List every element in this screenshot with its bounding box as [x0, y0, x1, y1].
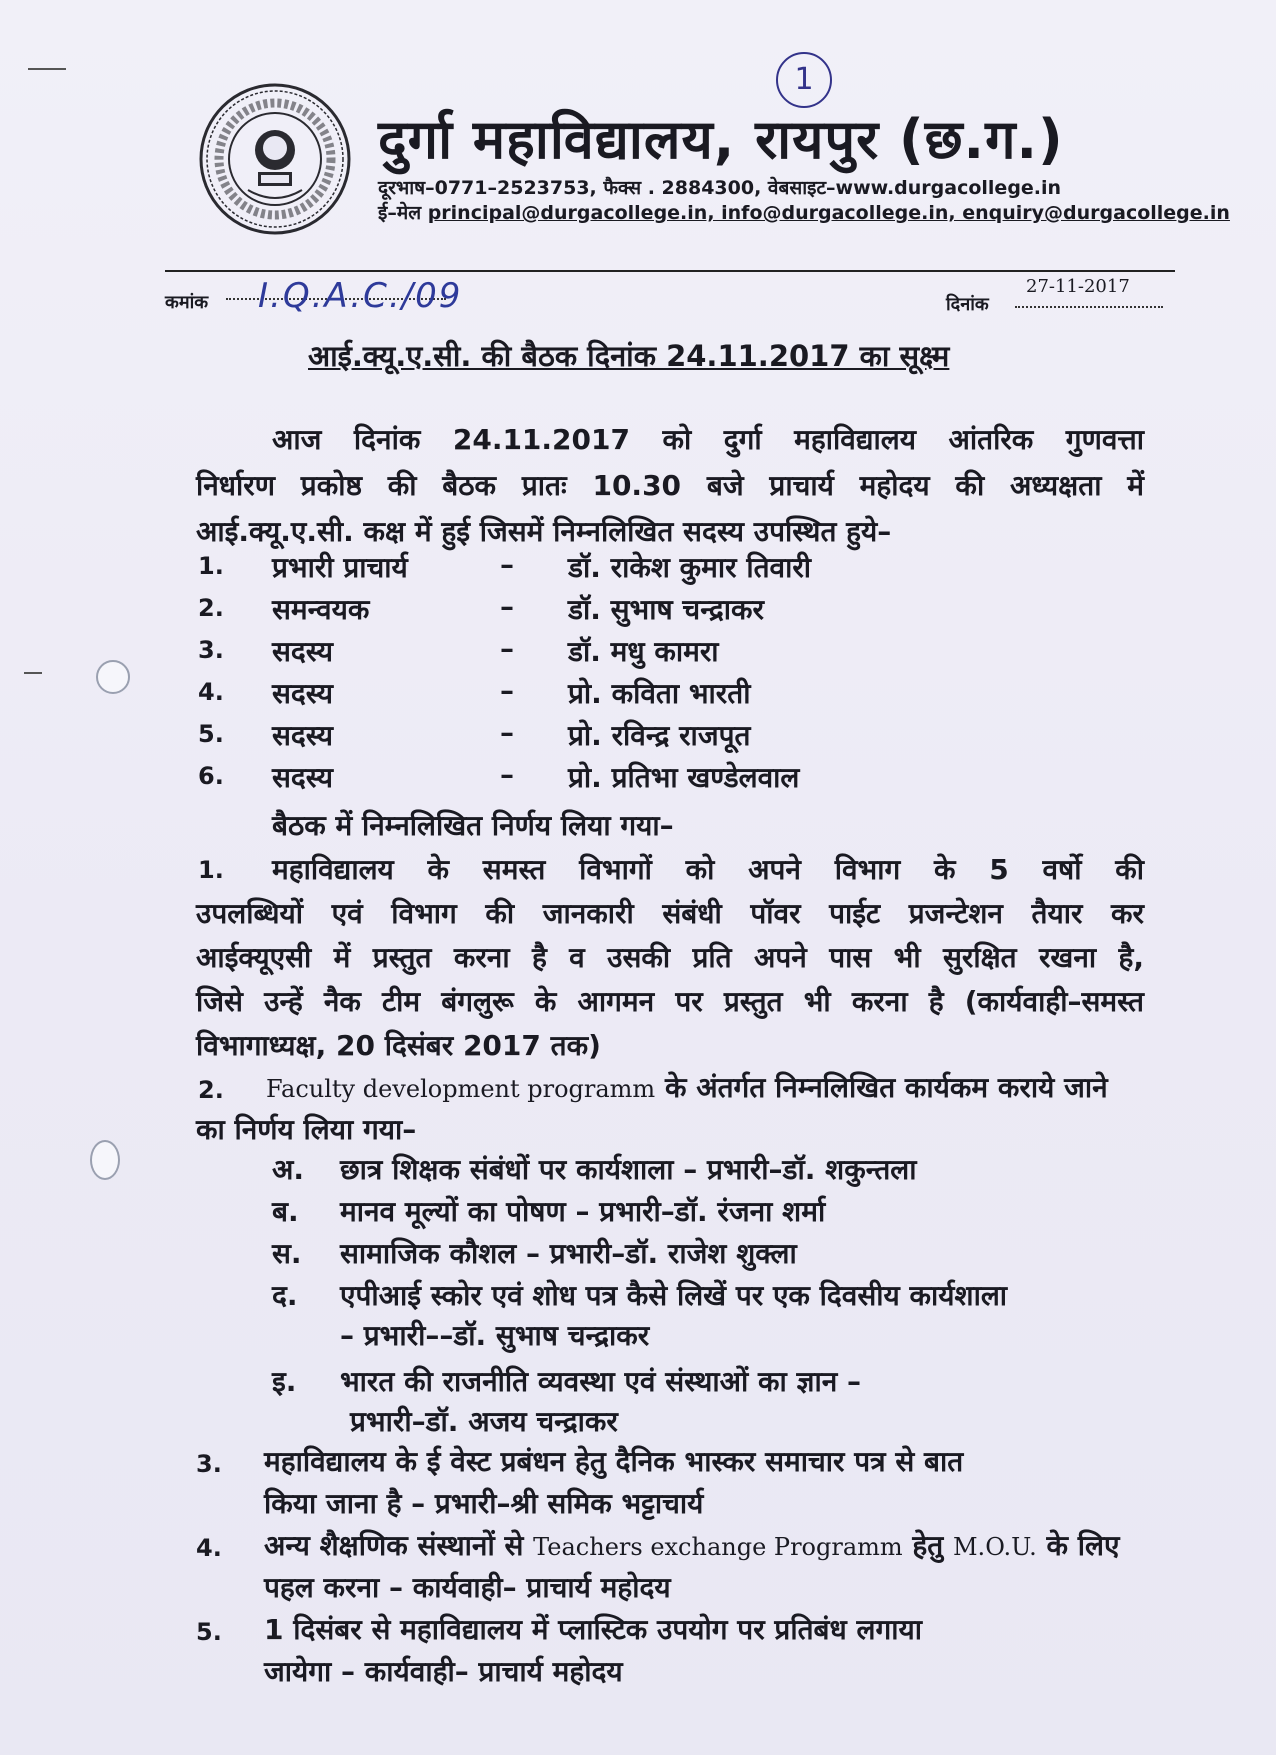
- subitem-label: स.: [272, 1237, 302, 1270]
- college-name: दुर्गा महाविद्यालय, रायपुर (छ.ग.): [378, 108, 1064, 171]
- decision-number: 5.: [196, 1618, 222, 1646]
- decision-2-line-1: [266, 1068, 1108, 1106]
- member-dash: –: [500, 716, 514, 749]
- decision-1-line-5: विभागाध्यक्ष, 20 दिसंबर 2017 तक): [196, 1029, 601, 1062]
- member-name: डॉ. मधु कामरा: [568, 635, 719, 668]
- scan-mark-hole-left: [24, 672, 42, 674]
- decision-number: 2.: [198, 1076, 224, 1104]
- subitem-text: छात्र शिक्षक संबंधों पर कार्यशाला – प्रभारी–डॉ. शकुन्तला: [340, 1153, 917, 1186]
- subitem-text: मानव मूल्यों का पोषण – प्रभारी–डॉ. रंजना शर्मा: [340, 1195, 826, 1228]
- decision-4-mid: हेतु: [912, 1529, 944, 1562]
- member-dash: –: [500, 674, 514, 707]
- decision-1-line-3: आईक्यूएसी में प्रस्तुत करना है व उसकी प्रति अपने पास भी सुरक्षित रखना है,: [196, 941, 1144, 974]
- member-name: डॉ. राकेश कुमार तिवारी: [568, 551, 812, 584]
- decision-1-line-1: महाविद्यालय के समस्त विभागों को अपने विभाग के 5 वर्षो की: [272, 853, 1144, 886]
- ref-label: कमांक: [165, 292, 209, 313]
- subitem-label: द.: [272, 1279, 298, 1312]
- subitem-text: सामाजिक कौशल – प्रभारी–डॉ. राजेश शुक्ला: [340, 1237, 797, 1270]
- subitem-label: ब.: [272, 1195, 299, 1228]
- mou-text: M.O.U.: [952, 1533, 1037, 1561]
- college-seal-icon: [198, 82, 352, 236]
- member-number: 4.: [198, 678, 224, 706]
- date-label: दिनांक: [946, 294, 989, 315]
- member-number: 5.: [198, 720, 224, 748]
- member-role: समन्वयक: [272, 593, 370, 626]
- punch-hole-upper: [96, 660, 130, 694]
- member-role: सदस्य: [272, 719, 333, 752]
- intro-line-3: आई.क्यू.ए.सी. कक्ष में हुई जिसमें निम्नलिखित सदस्य उपस्थित हुये–: [196, 515, 892, 548]
- faculty-programme-text: Faculty development programm: [266, 1075, 656, 1103]
- decision-4-line-1: [264, 1526, 1119, 1564]
- date-value: 27-11-2017: [1026, 276, 1130, 297]
- subitem-text: भारत की राजनीति व्यवस्था एवं संस्थाओं का ज्ञान –: [340, 1365, 862, 1398]
- document-title: आई.क्यू.ए.सी. की बैठक दिनांक 24.11.2017 का सूक्ष्म: [308, 339, 950, 373]
- member-dash: –: [500, 548, 514, 581]
- intro-line-1: आज दिनांक 24.11.2017 को दुर्गा महाविद्यालय आंतरिक गुणवत्ता: [272, 423, 1144, 456]
- email-addresses: principal@durgacollege.in, info@durgacollege.in, enquiry@durgacollege.in: [427, 202, 1230, 224]
- member-dash: –: [500, 758, 514, 791]
- decisions-heading: बैठक में निम्नलिखित निर्णय लिया गया–: [272, 809, 674, 842]
- subitem-label: अ.: [272, 1153, 305, 1186]
- decision-4-post: के लिए: [1046, 1529, 1120, 1562]
- punch-hole-lower: [90, 1140, 120, 1180]
- member-name: प्रो. कविता भारती: [568, 677, 751, 710]
- contact-phone-fax-website: दूरभाष–0771–2523753, फैक्स . 2884300, वेबसाइट–www.durgacollege.in: [378, 177, 1062, 199]
- decision-2-line-2: का निर्णय लिया गया–: [196, 1113, 417, 1146]
- decision-1-line-2: उपलब्धियों एवं विभाग की जानकारी संबंधी पॉवर पाईट प्रजन्टेशन तैयार कर: [196, 897, 1144, 930]
- contact-emails-line: [378, 199, 1230, 225]
- decision-2-rest: के अंतर्गत निम्नलिखित कार्यकम कराये जाने: [664, 1071, 1108, 1104]
- decision-5-line-1: 1 दिसंबर से महाविद्यालय में प्लास्टिक उपयोग पर प्रतिबंध लगाया: [264, 1613, 923, 1646]
- member-dash: –: [500, 590, 514, 623]
- member-name: प्रो. प्रतिभा खण्डेलवाल: [568, 761, 800, 794]
- header-divider: [165, 270, 1175, 272]
- decision-number: 3.: [196, 1450, 222, 1478]
- member-role: सदस्य: [272, 761, 333, 794]
- decision-number: 1.: [198, 856, 224, 884]
- decision-3-line-2: किया जाना है – प्रभारी–श्री समिक भट्टाचार्य: [264, 1487, 704, 1520]
- subitem-label: इ.: [272, 1365, 297, 1398]
- scan-mark-top: [28, 68, 66, 70]
- decision-4-pre: अन्य शैक्षणिक संस्थानों से: [264, 1529, 524, 1562]
- subitem-continuation: – प्रभारी––डॉ. सुभाष चन्द्राकर: [340, 1319, 650, 1352]
- subitem-text: एपीआई स्कोर एवं शोध पत्र कैसे लिखें पर एक दिवसीय कार्यशाला: [340, 1279, 1008, 1312]
- member-dash: –: [500, 632, 514, 665]
- decision-3-line-1: महाविद्यालय के ई वेस्ट प्रबंधन हेतु दैनिक भास्कर समाचार पत्र से बात: [264, 1445, 964, 1478]
- member-role: सदस्य: [272, 677, 333, 710]
- date-dotted-line: [1015, 306, 1163, 308]
- decision-5-line-2: जायेगा – कार्यवाही– प्राचार्य महोदय: [264, 1655, 623, 1688]
- ref-number-handwritten: I.Q.A.C./09: [258, 276, 463, 316]
- member-number: 6.: [198, 762, 224, 790]
- decision-1-line-4: जिसे उन्हें नैक टीम बंगलुरू के आगमन पर प्रस्तुत भी करना है (कार्यवाही–समस्त: [196, 985, 1144, 1018]
- member-name: डॉ. सुभाष चन्द्राकर: [568, 593, 764, 626]
- member-role: सदस्य: [272, 635, 333, 668]
- member-name: प्रो. रविन्द्र राजपूत: [568, 719, 751, 752]
- decision-number: 4.: [196, 1534, 222, 1562]
- teachers-exchange-text: Teachers exchange Programm: [533, 1533, 903, 1561]
- intro-line-2: निर्धारण प्रकोष्ठ की बैठक प्रातः 10.30 बजे प्राचार्य महोदय की अध्यक्षता में: [196, 469, 1144, 502]
- page-number: 1: [776, 52, 832, 108]
- member-number: 2.: [198, 594, 224, 622]
- member-number: 1.: [198, 552, 224, 580]
- subitem-continuation: प्रभारी–डॉ. अजय चन्द्राकर: [350, 1405, 618, 1438]
- member-role: प्रभारी प्राचार्य: [272, 551, 408, 584]
- decision-4-line-2: पहल करना – कार्यवाही– प्राचार्य महोदय: [264, 1571, 671, 1604]
- email-label: ई–मेल: [378, 202, 422, 224]
- member-number: 3.: [198, 636, 224, 664]
